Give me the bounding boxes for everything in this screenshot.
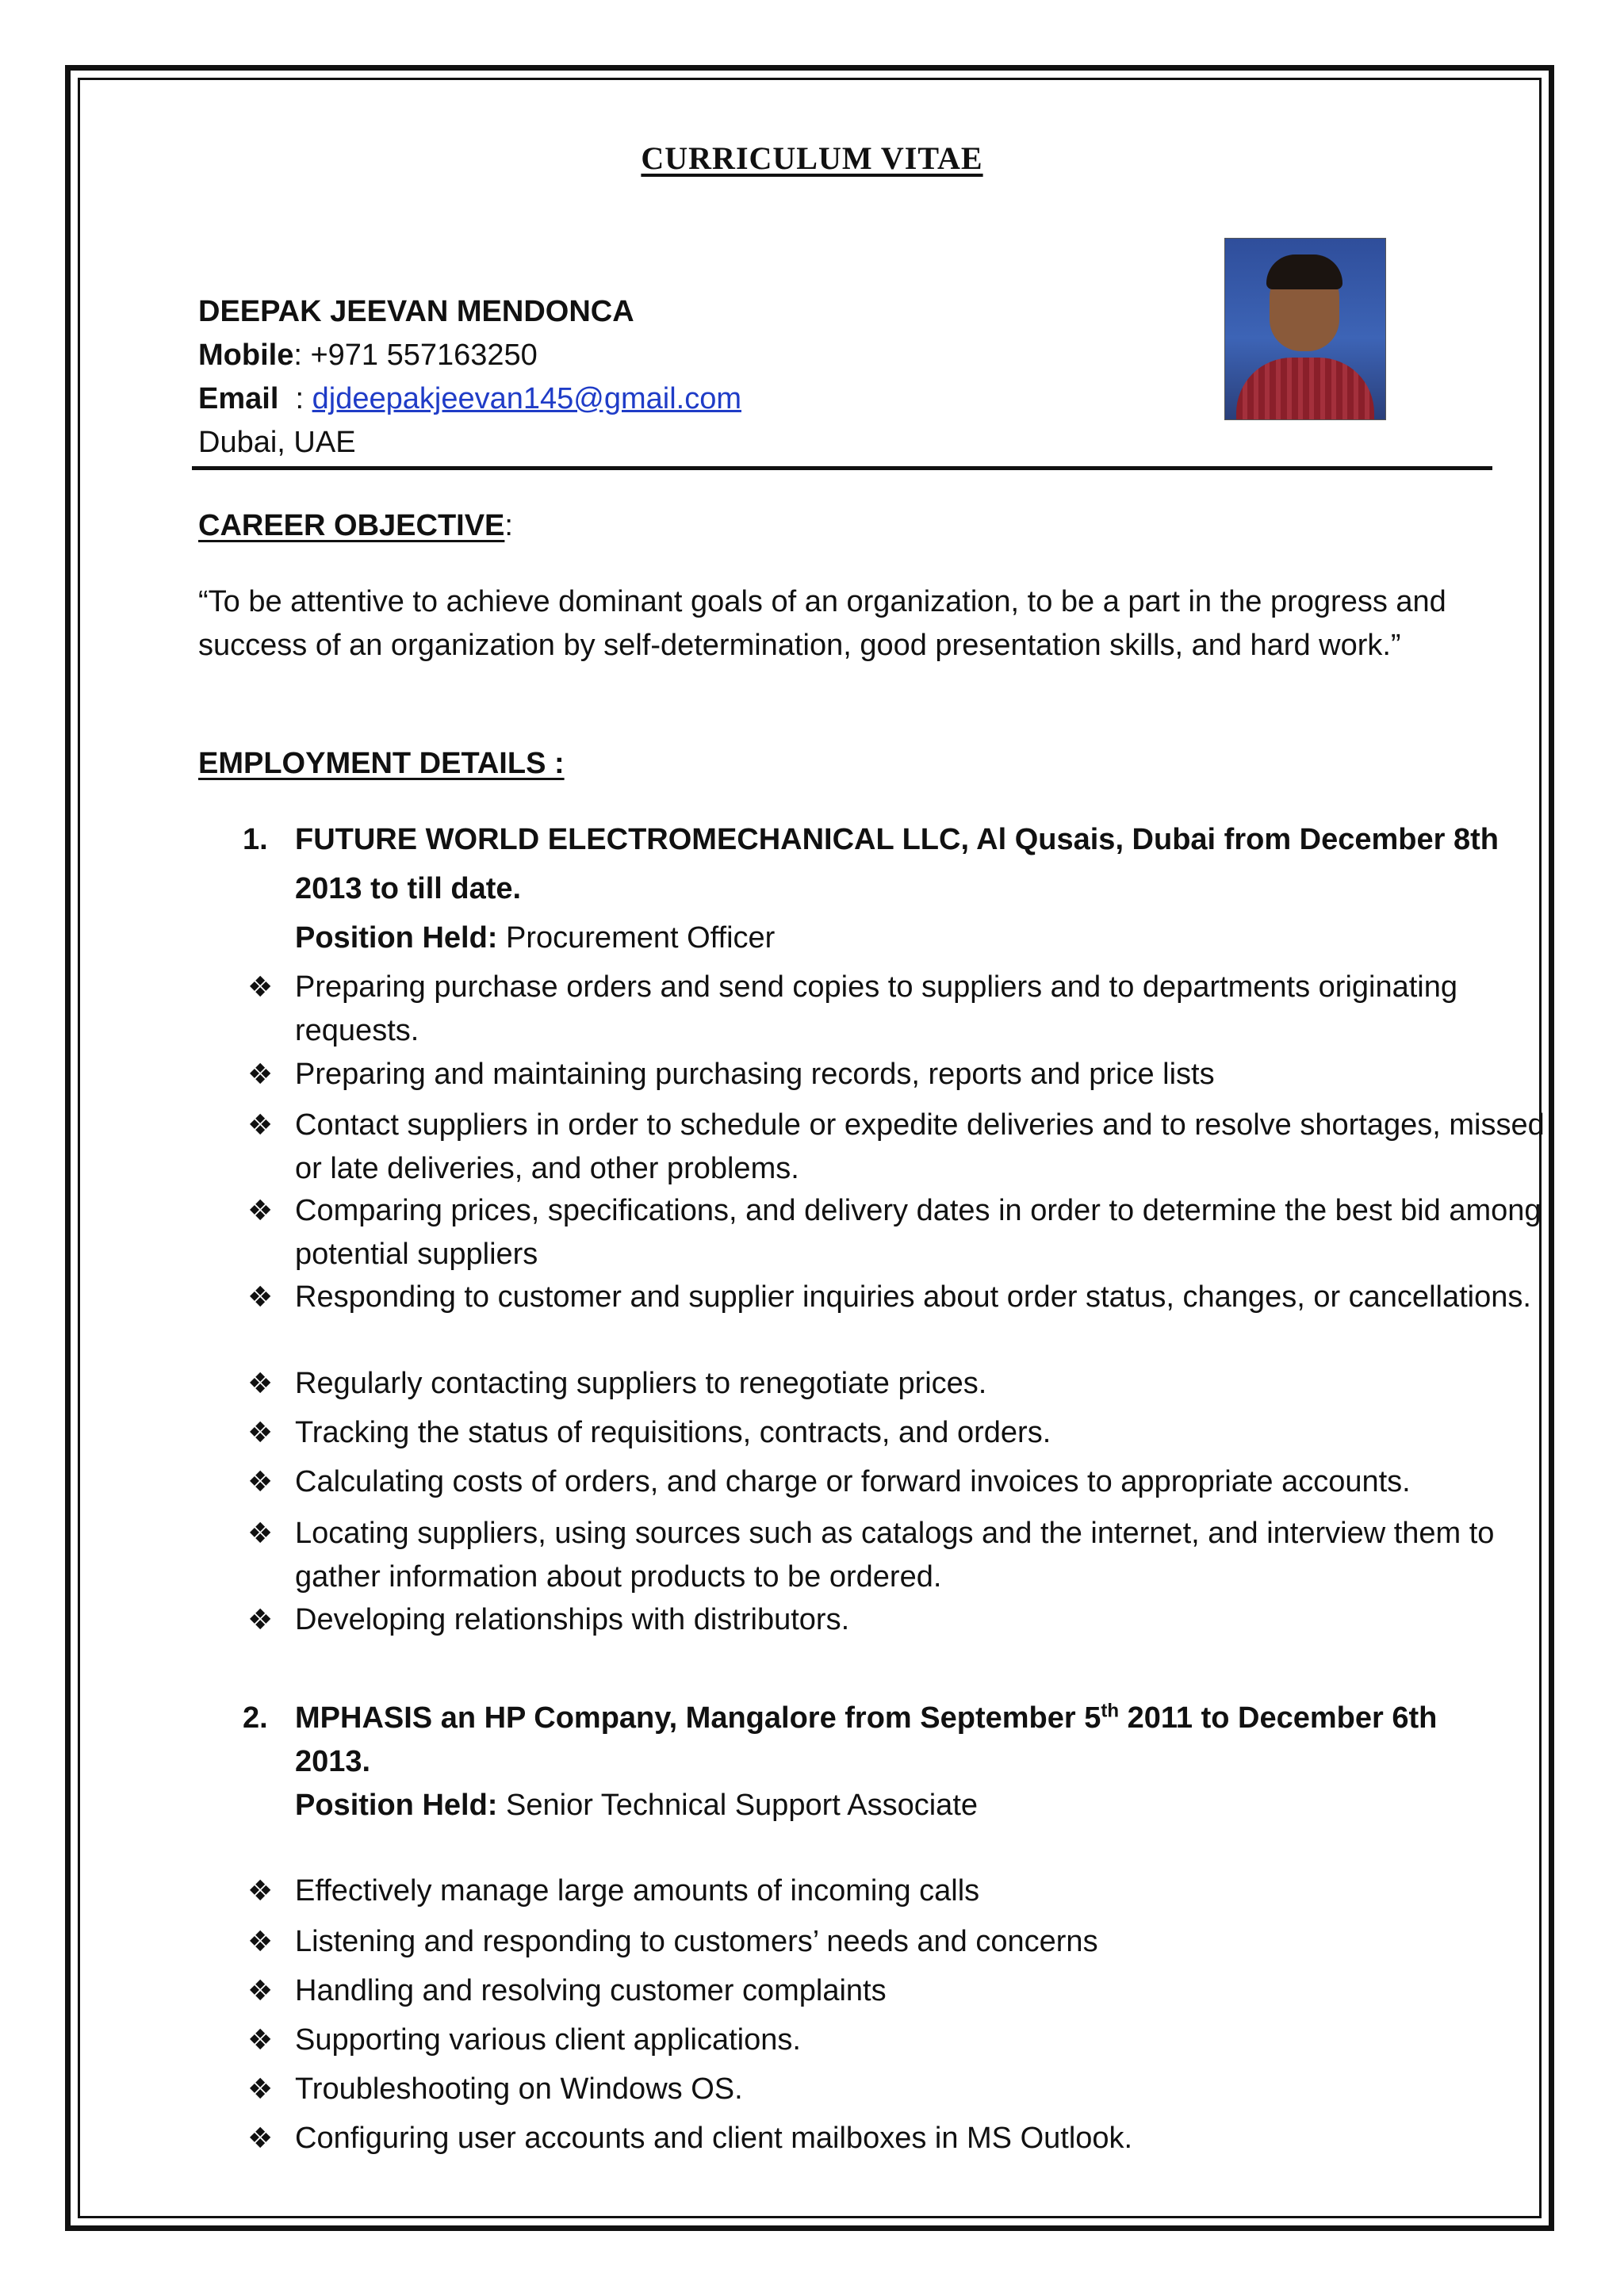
employment-details-heading: EMPLOYMENT DETAILS : — [198, 747, 565, 780]
location: Dubai, UAE — [198, 426, 356, 459]
bullet-icon: ❖ — [247, 1604, 274, 1636]
list-item: ❖ Tracking the status of requisitions, contracts, and orders. — [247, 1411, 1548, 1455]
bullet-icon: ❖ — [247, 1466, 274, 1498]
career-objective-text: “To be attentive to achieve dominant goals of an organization, to be a part in the progress and success of an organization by self-determination, good presentation skills, and hard work.” — [198, 585, 1446, 662]
job-2-title: MPHASIS an HP Company, Mangalore from September 5th 2011 to December 6th 2013. — [295, 1700, 1438, 1778]
list-item: ❖ Regularly contacting suppliers to renegotiate prices. — [247, 1362, 1548, 1406]
bullet-icon: ❖ — [247, 2073, 274, 2106]
bullet-icon: ❖ — [247, 971, 274, 1004]
bullet-icon: ❖ — [247, 1195, 274, 1227]
list-item: ❖ Responding to customer and supplier inquiries about order status, changes, or cancellations. — [247, 1276, 1548, 1319]
list-item: ❖ Supporting various client applications. — [247, 2019, 1548, 2062]
job-1-title: FUTURE WORLD ELECTROMECHANICAL LLC, Al Qusais, Dubai from December 8th 2013 to till date. — [295, 823, 1499, 905]
profile-photo — [1224, 238, 1386, 420]
job-1-position: Position Held: Procurement Officer — [295, 921, 776, 955]
list-item: ❖ Effectively manage large amounts of incoming calls — [247, 1869, 1548, 1913]
bullet-icon: ❖ — [247, 1875, 274, 1908]
email-line — [198, 377, 741, 421]
contact-header — [198, 290, 741, 465]
mobile-label: Mobile — [198, 339, 294, 372]
bullet-icon: ❖ — [247, 1975, 274, 2007]
bullet-icon: ❖ — [247, 1058, 274, 1091]
job-2-position: Position Held: Senior Technical Support Associate — [295, 1789, 979, 1822]
career-objective-heading: CAREER OBJECTIVE: — [198, 509, 513, 542]
list-item: ❖ Troubleshooting on Windows OS. — [247, 2068, 1548, 2111]
bullet-icon: ❖ — [247, 1281, 274, 1314]
bullet-icon: ❖ — [247, 1517, 274, 1550]
list-item: ❖ Preparing and maintaining purchasing records, reports and price lists — [247, 1053, 1548, 1096]
list-item: ❖ Comparing prices, specifications, and delivery dates in order to determine the best bid among potential suppliers — [247, 1189, 1548, 1276]
mobile-line — [198, 334, 741, 377]
header-divider — [192, 466, 1492, 470]
bullet-icon: ❖ — [247, 1368, 274, 1400]
list-item: ❖ Handling and resolving customer complaints — [247, 1969, 1548, 2013]
list-item: ❖ Preparing purchase orders and send copies to suppliers and to departments originating requests. — [247, 966, 1548, 1053]
email-link[interactable]: djdeepakjeevan145@gmail.com — [312, 382, 741, 415]
list-item: ❖ Locating suppliers, using sources such as catalogs and the internet, and interview them to gather information about products to be ordered. — [247, 1512, 1548, 1599]
candidate-name: DEEPAK JEEVAN MENDONCA — [198, 295, 634, 328]
list-item: ❖ Contact suppliers in order to schedule or expedite deliveries and to resolve shortages, missed or late deliveries, and other problems. — [247, 1104, 1548, 1191]
document-title: CURRICULUM VITAE — [641, 140, 983, 176]
job-1-header — [243, 815, 1519, 913]
list-item: ❖ Listening and responding to customers’ needs and concerns — [247, 1920, 1548, 1964]
list-item: ❖ Configuring user accounts and client mailboxes in MS Outlook. — [247, 2117, 1548, 2160]
bullet-icon: ❖ — [247, 2024, 274, 2057]
bullet-icon: ❖ — [247, 1417, 274, 1449]
job-2-header — [243, 1697, 1519, 1784]
list-item: ❖ Calculating costs of orders, and charge or forward invoices to appropriate accounts. — [247, 1460, 1548, 1504]
email-separator: : — [278, 382, 312, 415]
list-item: ❖ Developing relationships with distributors. — [247, 1598, 1548, 1642]
job-2-number: 2. — [243, 1701, 268, 1735]
job-1-number: 1. — [243, 823, 268, 856]
bullet-icon: ❖ — [247, 1926, 274, 1958]
mobile-value: : +971 557163250 — [293, 339, 538, 372]
bullet-icon: ❖ — [247, 1109, 274, 1142]
bullet-icon: ❖ — [247, 2122, 274, 2155]
email-label: Email — [198, 382, 279, 415]
